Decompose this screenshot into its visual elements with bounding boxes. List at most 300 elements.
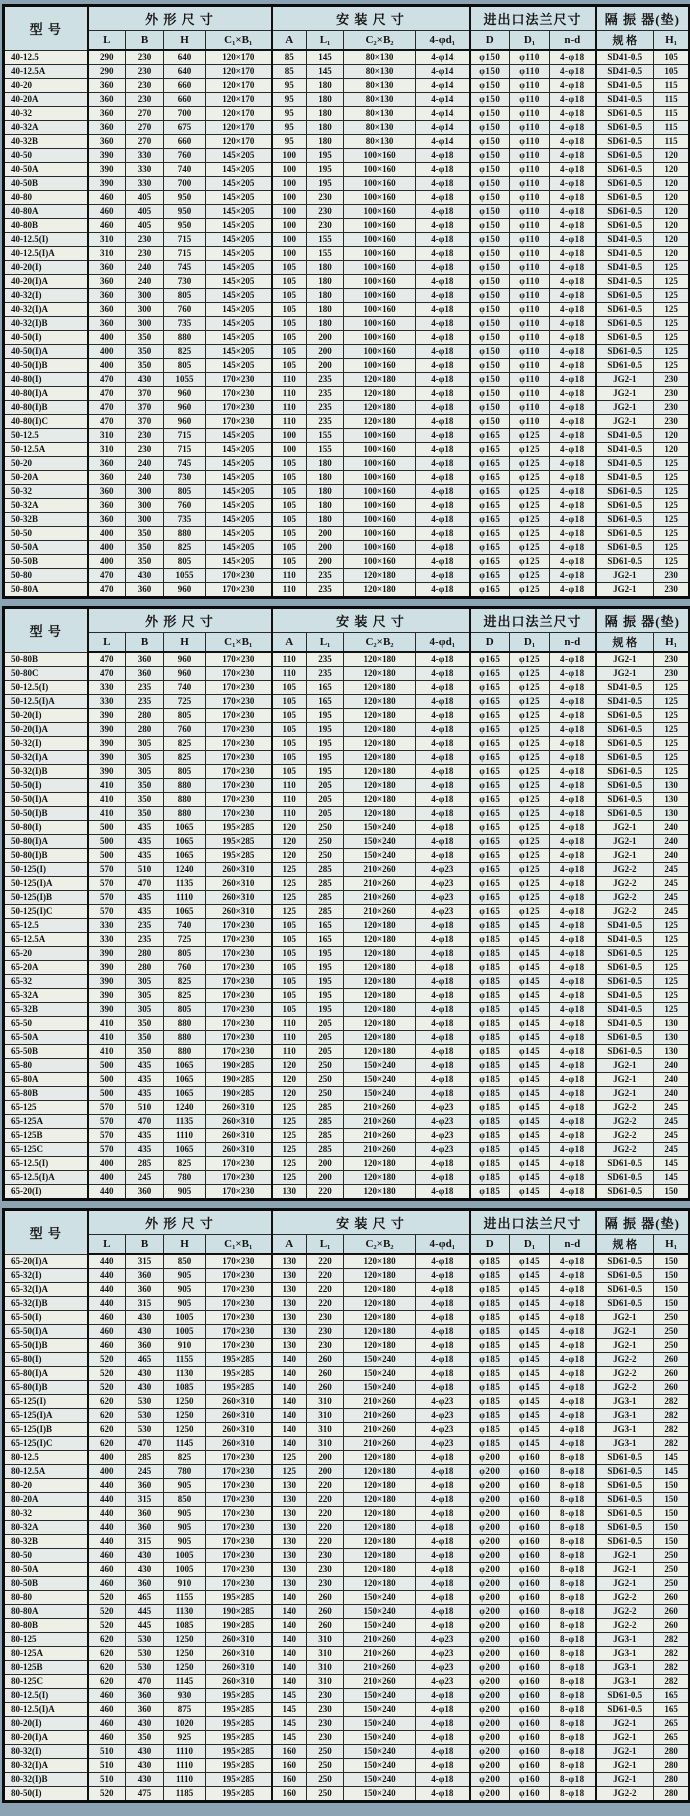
value-C1xB1: 145×205 [206, 485, 272, 499]
value-H: 740 [164, 919, 206, 933]
value-L: 570 [88, 905, 126, 919]
value-spec: JG2-2 [596, 1591, 654, 1605]
value-spec: SD41-0.5 [596, 1003, 654, 1017]
value-4-phi-d1: 4-φ18 [416, 821, 470, 835]
value-spec: JG2-1 [596, 835, 654, 849]
value-4-phi-d1: 4-φ18 [416, 1773, 470, 1787]
table-row [4, 499, 690, 513]
value-H1: 240 [654, 835, 690, 849]
value-C2xB2: 100×160 [344, 219, 416, 233]
value-L: 390 [88, 961, 126, 975]
value-B: 360 [126, 667, 164, 681]
value-C2xB2: 210×260 [344, 891, 416, 905]
model-cell: 50-80(I)B [4, 849, 88, 863]
value-D: φ200 [470, 1661, 510, 1675]
table-row [4, 1087, 690, 1101]
table-row [4, 1003, 690, 1017]
value-C1xB1: 170×230 [206, 1479, 272, 1493]
value-H: 1005 [164, 1549, 206, 1563]
value-H1: 250 [654, 1563, 690, 1577]
value-H: 1240 [164, 1101, 206, 1115]
model-cell: 80-12.5(I) [4, 1689, 88, 1703]
value-spec: JG3-1 [596, 1409, 654, 1423]
value-C1xB1: 260×310 [206, 1423, 272, 1437]
value-D1: φ160 [510, 1577, 550, 1591]
value-D: φ200 [470, 1745, 510, 1759]
table-row [4, 1059, 690, 1073]
value-4-phi-d1: 4-φ18 [416, 1339, 470, 1353]
value-H: 905 [164, 1269, 206, 1283]
value-spec: SD61-0.5 [596, 121, 654, 135]
value-D1: φ110 [510, 387, 550, 401]
value-A: 105 [272, 485, 307, 499]
value-C1xB1: 170×230 [206, 415, 272, 429]
value-D1: φ125 [510, 499, 550, 513]
value-D1: φ160 [510, 1675, 550, 1689]
value-C2xB2: 100×160 [344, 527, 416, 541]
value-L: 360 [88, 457, 126, 471]
value-4-phi-d1: 4-φ18 [416, 1521, 470, 1535]
value-4-phi-d1: 4-φ18 [416, 947, 470, 961]
table-row [4, 1479, 690, 1493]
value-D: φ200 [470, 1465, 510, 1479]
value-D1: φ125 [510, 737, 550, 751]
value-4-phi-d1: 4-φ18 [416, 457, 470, 471]
value-A: 105 [272, 275, 307, 289]
value-B: 270 [126, 107, 164, 121]
value-L1: 230 [307, 219, 344, 233]
value-D1: φ125 [510, 765, 550, 779]
value-n-d: 4-φ18 [550, 289, 596, 303]
value-D: φ185 [470, 1297, 510, 1311]
value-n-d: 4-φ18 [550, 93, 596, 107]
value-H: 825 [164, 989, 206, 1003]
value-H: 1145 [164, 1437, 206, 1451]
value-A: 105 [272, 527, 307, 541]
value-L: 360 [88, 303, 126, 317]
value-L1: 230 [307, 1689, 344, 1703]
value-n-d: 4-φ18 [550, 317, 596, 331]
value-A: 120 [272, 1073, 307, 1087]
value-L1: 260 [307, 1591, 344, 1605]
value-A: 120 [272, 1059, 307, 1073]
value-B: 240 [126, 261, 164, 275]
value-A: 100 [272, 219, 307, 233]
value-D: φ200 [470, 1451, 510, 1465]
value-D1: φ110 [510, 219, 550, 233]
table-row [4, 1605, 690, 1619]
value-H: 960 [164, 667, 206, 681]
col-4-phi-d1: 4-φd₁ [416, 1235, 470, 1255]
value-C2xB2: 120×180 [344, 933, 416, 947]
model-cell: 65-125B [4, 1129, 88, 1143]
value-C1xB1: 120×170 [206, 107, 272, 121]
value-spec: SD61-0.5 [596, 723, 654, 737]
value-D1: φ145 [510, 1339, 550, 1353]
value-B: 285 [126, 1157, 164, 1171]
value-B: 305 [126, 737, 164, 751]
value-B: 240 [126, 471, 164, 485]
value-spec: SD61-0.5 [596, 1507, 654, 1521]
value-L1: 250 [307, 1745, 344, 1759]
value-n-d: 8-φ18 [550, 1619, 596, 1633]
col-L1: L₁ [307, 1235, 344, 1255]
value-n-d: 4-φ18 [550, 1087, 596, 1101]
value-L: 460 [88, 1549, 126, 1563]
value-C1xB1: 145×205 [206, 457, 272, 471]
value-H: 1135 [164, 1115, 206, 1129]
value-n-d: 4-φ18 [550, 163, 596, 177]
value-D: φ200 [470, 1563, 510, 1577]
value-L1: 285 [307, 877, 344, 891]
value-A: 145 [272, 1703, 307, 1717]
model-cell: 65-12.5(I)A [4, 1171, 88, 1185]
value-n-d: 4-φ18 [550, 737, 596, 751]
model-cell: 80-32A [4, 1521, 88, 1535]
value-A: 105 [272, 751, 307, 765]
value-C1xB1: 170×230 [206, 1325, 272, 1339]
value-C1xB1: 260×310 [206, 905, 272, 919]
value-D: φ200 [470, 1619, 510, 1633]
value-spec: SD61-0.5 [596, 527, 654, 541]
value-A: 125 [272, 877, 307, 891]
value-n-d: 8-φ18 [550, 1773, 596, 1787]
value-B: 315 [126, 1297, 164, 1311]
value-4-phi-d1: 4-φ23 [416, 1647, 470, 1661]
value-L: 440 [88, 1254, 126, 1269]
value-D1: φ125 [510, 793, 550, 807]
value-L1: 205 [307, 807, 344, 821]
value-n-d: 4-φ18 [550, 401, 596, 415]
value-D: φ165 [470, 765, 510, 779]
model-cell: 65-125(I)A [4, 1409, 88, 1423]
value-4-phi-d1: 4-φ18 [416, 1283, 470, 1297]
model-cell: 50-32(I)A [4, 751, 88, 765]
value-C2xB2: 150×240 [344, 821, 416, 835]
value-4-phi-d1: 4-φ18 [416, 793, 470, 807]
value-C1xB1: 195×285 [206, 1717, 272, 1731]
value-H: 1065 [164, 905, 206, 919]
value-B: 360 [126, 583, 164, 598]
value-spec: SD61-0.5 [596, 107, 654, 121]
value-C2xB2: 120×180 [344, 1493, 416, 1507]
header-group-flange-dimensions: 进出口法兰尺寸 [470, 1210, 596, 1235]
value-B: 300 [126, 317, 164, 331]
value-4-phi-d1: 4-φ18 [416, 541, 470, 555]
value-D: φ200 [470, 1759, 510, 1773]
value-C1xB1: 195×285 [206, 1731, 272, 1745]
value-4-phi-d1: 4-φ18 [416, 1185, 470, 1200]
value-spec: SD41-0.5 [596, 429, 654, 443]
value-B: 280 [126, 961, 164, 975]
value-n-d: 4-φ18 [550, 695, 596, 709]
value-L: 390 [88, 163, 126, 177]
value-n-d: 4-φ18 [550, 849, 596, 863]
table-row [4, 667, 690, 681]
value-D: φ185 [470, 975, 510, 989]
header-group-installation-dimensions: 安 装 尺 寸 [272, 6, 470, 31]
value-D1: φ160 [510, 1619, 550, 1633]
value-H: 950 [164, 205, 206, 219]
value-L: 620 [88, 1395, 126, 1409]
value-L1: 195 [307, 177, 344, 191]
value-L: 500 [88, 1059, 126, 1073]
value-C2xB2: 80×130 [344, 93, 416, 107]
value-C2xB2: 100×160 [344, 485, 416, 499]
value-H1: 120 [654, 233, 690, 247]
value-D1: φ125 [510, 429, 550, 443]
col-C2xB2: C₂×B₂ [344, 633, 416, 653]
table-row [4, 1549, 690, 1563]
value-spec: JG2-2 [596, 1619, 654, 1633]
col-H1: H₁ [654, 1235, 690, 1255]
value-D1: φ125 [510, 555, 550, 569]
value-D1: φ125 [510, 569, 550, 583]
value-4-phi-d1: 4-φ18 [416, 1045, 470, 1059]
col-L: L [88, 633, 126, 653]
value-A: 105 [272, 289, 307, 303]
value-H1: 125 [654, 737, 690, 751]
value-D: φ165 [470, 652, 510, 667]
value-D: φ165 [470, 527, 510, 541]
value-n-d: 4-φ18 [550, 1031, 596, 1045]
value-L1: 155 [307, 429, 344, 443]
value-n-d: 8-φ18 [550, 1591, 596, 1605]
value-n-d: 8-φ18 [550, 1493, 596, 1507]
value-C1xB1: 170×230 [206, 401, 272, 415]
value-B: 350 [126, 555, 164, 569]
model-cell: 50-80A [4, 583, 88, 598]
value-4-phi-d1: 4-φ18 [416, 1535, 470, 1549]
value-L: 410 [88, 793, 126, 807]
value-D1: φ110 [510, 177, 550, 191]
value-4-phi-d1: 4-φ23 [416, 905, 470, 919]
value-C2xB2: 120×180 [344, 1157, 416, 1171]
table-row [4, 1395, 690, 1409]
model-cell: 65-20 [4, 947, 88, 961]
value-B: 475 [126, 1787, 164, 1802]
value-spec: JG3-1 [596, 1437, 654, 1451]
value-n-d: 4-φ18 [550, 1101, 596, 1115]
value-H: 805 [164, 359, 206, 373]
value-D1: φ125 [510, 681, 550, 695]
value-A: 105 [272, 989, 307, 1003]
value-4-phi-d1: 4-φ18 [416, 1787, 470, 1802]
model-cell: 40-50(I)A [4, 345, 88, 359]
value-4-phi-d1: 4-φ18 [416, 331, 470, 345]
value-L1: 200 [307, 345, 344, 359]
value-C2xB2: 120×180 [344, 961, 416, 975]
value-4-phi-d1: 4-φ18 [416, 1759, 470, 1773]
value-C2xB2: 120×180 [344, 1451, 416, 1465]
value-D: φ165 [470, 849, 510, 863]
value-L1: 195 [307, 751, 344, 765]
value-C1xB1: 170×230 [206, 1269, 272, 1283]
value-H: 1055 [164, 569, 206, 583]
table-row [4, 1339, 690, 1353]
model-cell: 80-32(I)B [4, 1773, 88, 1787]
model-cell: 65-32(I) [4, 1269, 88, 1283]
table-row [4, 989, 690, 1003]
table-row [4, 821, 690, 835]
value-D: φ165 [470, 555, 510, 569]
value-n-d: 4-φ18 [550, 891, 596, 905]
value-D1: φ160 [510, 1717, 550, 1731]
value-4-phi-d1: 4-φ23 [416, 1129, 470, 1143]
value-D1: φ160 [510, 1451, 550, 1465]
value-D1: φ160 [510, 1773, 550, 1787]
value-A: 130 [272, 1563, 307, 1577]
value-C2xB2: 120×180 [344, 793, 416, 807]
value-L1: 285 [307, 1101, 344, 1115]
model-cell: 65-80(I)B [4, 1381, 88, 1395]
value-B: 350 [126, 359, 164, 373]
value-L: 570 [88, 1101, 126, 1115]
value-H1: 130 [654, 793, 690, 807]
value-4-phi-d1: 4-φ14 [416, 50, 470, 65]
value-B: 405 [126, 219, 164, 233]
value-A: 105 [272, 1003, 307, 1017]
value-H: 925 [164, 1731, 206, 1745]
value-H1: 120 [654, 163, 690, 177]
model-cell: 50-12.5 [4, 429, 88, 443]
value-L: 440 [88, 1493, 126, 1507]
value-4-phi-d1: 4-φ18 [416, 1171, 470, 1185]
value-spec: JG2-1 [596, 1731, 654, 1745]
value-H: 805 [164, 485, 206, 499]
value-A: 100 [272, 149, 307, 163]
value-A: 100 [272, 163, 307, 177]
value-H1: 125 [654, 303, 690, 317]
value-4-phi-d1: 4-φ18 [416, 1017, 470, 1031]
value-D1: φ110 [510, 359, 550, 373]
value-C1xB1: 170×230 [206, 933, 272, 947]
value-C1xB1: 170×230 [206, 583, 272, 598]
value-L: 360 [88, 93, 126, 107]
value-D: φ150 [470, 149, 510, 163]
value-D1: φ145 [510, 1143, 550, 1157]
value-A: 140 [272, 1605, 307, 1619]
value-L1: 165 [307, 695, 344, 709]
value-A: 130 [272, 1521, 307, 1535]
table-row [4, 835, 690, 849]
table-row [4, 1535, 690, 1549]
value-D1: φ145 [510, 1254, 550, 1269]
value-B: 430 [126, 1367, 164, 1381]
value-D: φ165 [470, 863, 510, 877]
value-A: 100 [272, 443, 307, 457]
value-C1xB1: 260×310 [206, 1101, 272, 1115]
col-spec: 规 格 [596, 1235, 654, 1255]
value-D: φ165 [470, 485, 510, 499]
value-C1xB1: 260×310 [206, 1395, 272, 1409]
value-L1: 260 [307, 1381, 344, 1395]
value-D1: φ110 [510, 303, 550, 317]
value-spec: SD41-0.5 [596, 50, 654, 65]
value-A: 105 [272, 681, 307, 695]
value-H1: 230 [654, 652, 690, 667]
value-C1xB1: 195×285 [206, 1773, 272, 1787]
value-B: 435 [126, 849, 164, 863]
value-B: 430 [126, 1325, 164, 1339]
value-H1: 125 [654, 933, 690, 947]
value-C1xB1: 170×230 [206, 1283, 272, 1297]
value-L: 400 [88, 541, 126, 555]
value-D1: φ125 [510, 485, 550, 499]
value-D: φ165 [470, 737, 510, 751]
value-n-d: 4-φ18 [550, 485, 596, 499]
value-C2xB2: 150×240 [344, 1367, 416, 1381]
value-spec: SD61-0.5 [596, 1031, 654, 1045]
value-4-phi-d1: 4-φ23 [416, 863, 470, 877]
value-A: 110 [272, 569, 307, 583]
value-H: 825 [164, 975, 206, 989]
value-C2xB2: 100×160 [344, 555, 416, 569]
table-row [4, 905, 690, 919]
value-C1xB1: 170×230 [206, 961, 272, 975]
value-H: 880 [164, 1045, 206, 1059]
table-row [4, 1717, 690, 1731]
value-H1: 245 [654, 905, 690, 919]
value-B: 435 [126, 1059, 164, 1073]
value-L1: 235 [307, 583, 344, 598]
value-D: φ150 [470, 345, 510, 359]
value-H: 730 [164, 471, 206, 485]
value-C1xB1: 195×285 [206, 1591, 272, 1605]
value-H1: 120 [654, 429, 690, 443]
value-C2xB2: 210×260 [344, 1143, 416, 1157]
value-C1xB1: 120×170 [206, 50, 272, 65]
value-A: 125 [272, 891, 307, 905]
value-n-d: 4-φ18 [550, 513, 596, 527]
value-D1: φ160 [510, 1549, 550, 1563]
model-cell: 40-50(I)B [4, 359, 88, 373]
value-4-phi-d1: 4-φ18 [416, 359, 470, 373]
value-L1: 250 [307, 1087, 344, 1101]
value-D1: φ160 [510, 1759, 550, 1773]
value-C1xB1: 170×230 [206, 373, 272, 387]
model-cell: 65-125C [4, 1143, 88, 1157]
value-L: 470 [88, 569, 126, 583]
value-D: φ185 [470, 933, 510, 947]
value-B: 315 [126, 1535, 164, 1549]
value-n-d: 8-φ18 [550, 1479, 596, 1493]
value-D: φ200 [470, 1773, 510, 1787]
model-cell: 80-80B [4, 1619, 88, 1633]
value-C2xB2: 150×240 [344, 849, 416, 863]
value-spec: SD61-0.5 [596, 751, 654, 765]
value-C2xB2: 80×130 [344, 121, 416, 135]
value-B: 280 [126, 723, 164, 737]
value-L: 440 [88, 1283, 126, 1297]
value-A: 140 [272, 1409, 307, 1423]
col-C1xB1: C₁×B₁ [206, 633, 272, 653]
value-C2xB2: 120×180 [344, 667, 416, 681]
value-A: 105 [272, 695, 307, 709]
value-L: 620 [88, 1647, 126, 1661]
model-cell: 50-32(I) [4, 737, 88, 751]
value-C2xB2: 120×180 [344, 1521, 416, 1535]
value-4-phi-d1: 4-φ18 [416, 555, 470, 569]
value-H: 1005 [164, 1311, 206, 1325]
value-H1: 125 [654, 555, 690, 569]
table-row [4, 555, 690, 569]
value-n-d: 4-φ18 [550, 555, 596, 569]
value-spec: SD41-0.5 [596, 247, 654, 261]
value-D1: φ145 [510, 1353, 550, 1367]
value-L1: 230 [307, 1731, 344, 1745]
value-L1: 200 [307, 1157, 344, 1171]
